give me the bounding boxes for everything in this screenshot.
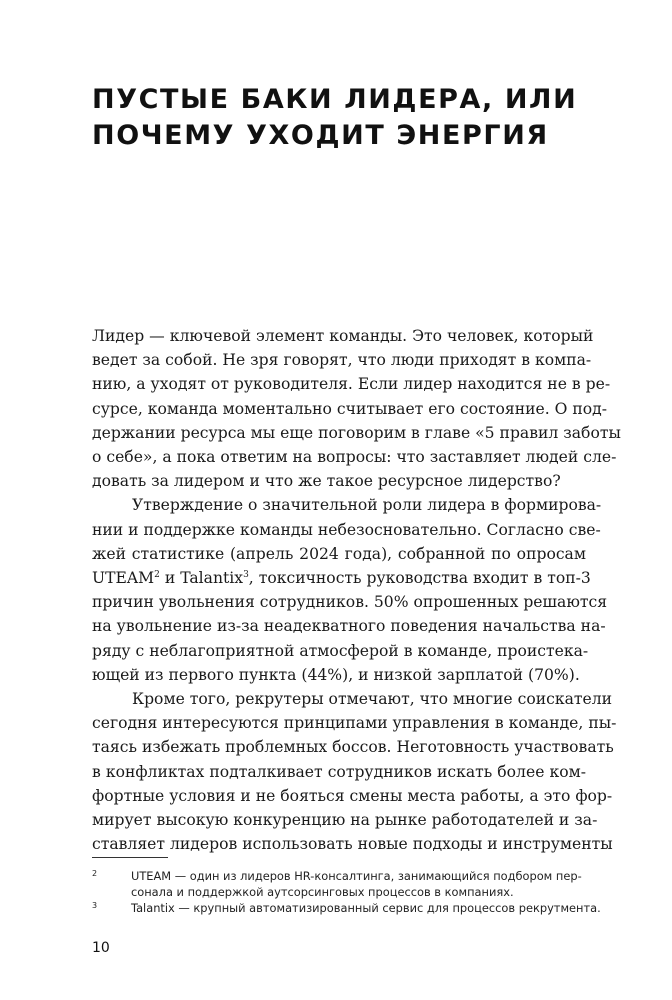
paragraph-1: [92, 324, 621, 493]
text-line: сурсе, команда моментально считывает его состояние. О под-: [92, 399, 608, 418]
text-line: нию, а уходят от руководителя. Если лидер находится не в ре-: [92, 375, 611, 394]
uteam-text: UTEAM: [92, 569, 155, 588]
chapter-title-line: ПОЧЕМУ УХОДИТ ЭНЕРГИЯ: [92, 120, 549, 151]
text-line: мирует высокую конкуренцию на рынке работодателей и за-: [92, 811, 598, 830]
footnote-3: [92, 900, 601, 916]
chapter-title-line: ПУСТЫЕ БАКИ ЛИДЕРА, ИЛИ: [92, 84, 578, 115]
footnote-number: 2: [92, 869, 98, 878]
footnote-2: [92, 868, 592, 900]
talantix-text: и Talantix: [159, 569, 244, 588]
footnote-divider: [92, 857, 168, 858]
footnote-text-line: сонала и поддержкой аутсорсинговых процессов в компаниях.: [131, 885, 514, 899]
text-line: жей статистике (апрель 2024 года), собранной по опросам: [92, 544, 586, 563]
text-line: сегодня интересуются принципами управления в команде, пы-: [92, 714, 617, 733]
text-line: причин увольнения сотрудников. 50% опрошенных решаются: [92, 593, 608, 612]
text-line: фортные условия и не бояться смены места работы, а это фор-: [92, 786, 613, 805]
paragraph-3: [92, 687, 617, 856]
text-line: держании ресурса мы еще поговорим в главе «5 правил заботы: [92, 423, 621, 442]
text-line: ющей из первого пункта (44%), и низкой зарплатой (70%).: [92, 665, 580, 684]
text-line: Лидер — ключевой элемент команды. Это человек, который: [92, 327, 594, 345]
text-line: Утверждение о значительной роли лидера в формирова-: [132, 496, 602, 515]
text-line-with-footnote-refs: [92, 566, 591, 590]
footnote-number: 3: [92, 901, 98, 910]
footnote-text-line: Talantix — крупный автоматизированный сервис для процессов рекрутмента.: [131, 901, 601, 915]
text-line: в конфликтах подталкивает сотрудников искать более ком-: [92, 762, 586, 781]
text-line: ставляет лидеров использовать новые подходы и инструменты: [92, 835, 613, 854]
line-tail-text: , токсичность руководства входит в топ-3: [248, 569, 591, 588]
text-line: на увольнение из-за неадекватного поведения начальства на-: [92, 617, 606, 636]
footnotes: [92, 868, 601, 916]
page-number: 10: [92, 940, 110, 956]
text-line: Кроме того, рекрутеры отмечают, что многие соискатели: [132, 690, 613, 709]
text-line: ведет за собой. Не зря говорят, что люди приходят в компа-: [92, 351, 592, 370]
footnote-ref-2[interactable]: 2: [154, 569, 160, 580]
text-line: довать за лидером и что же такое ресурсное лидерство?: [92, 472, 561, 491]
chapter-title: [92, 82, 612, 154]
footnote-text-line: UTEAM — один из лидеров HR-консалтинга, занимающийся подбором пер-: [131, 869, 582, 883]
text-line: нии и поддержке команды небезосновательно. Согласно све-: [92, 520, 601, 539]
text-line: о себе», а пока ответим на вопросы: что заставляет людей сле-: [92, 448, 617, 467]
body-text: [92, 324, 621, 856]
text-line: таясь избежать проблемных боссов. Неготовность участвовать: [92, 738, 614, 757]
paragraph-2: [92, 493, 608, 687]
text-line: ряду с неблагоприятной атмосферой в команде, проистека-: [92, 641, 589, 660]
footnote-ref-3[interactable]: 3: [243, 569, 249, 580]
